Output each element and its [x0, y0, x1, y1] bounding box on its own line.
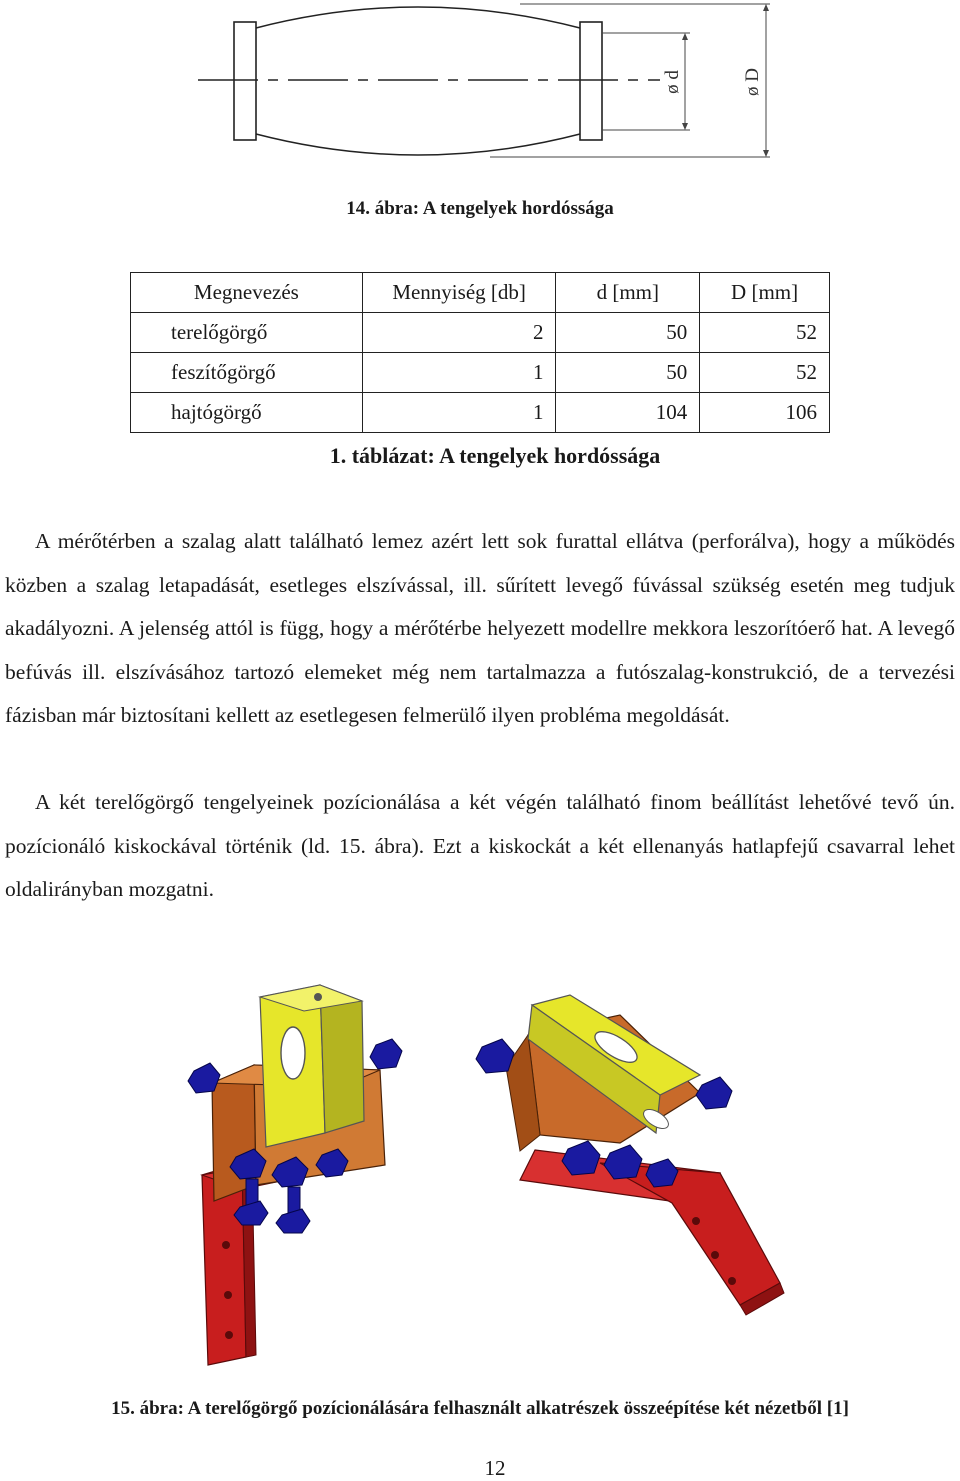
body-paragraph-1: A mérőtérben a szalag alatt található lemez azért lett sok furattal ellátva (perforálva), hogy a működés közben a szalag letapadását, esetleges elszívással, ill. sűrített levegő fúvással szükség esetén meg tudjuk akadályozni. A jelenség attól is függ, hogy a mérőtérbe helyezett modellre mekkora leszorítóerő hat. A levegő befúvás ill. elszívásához tartozó elemeket még nem tartalmazza a futószalag-konstrukció, de a tervezési fázisban már biztosítani kellett az esetlegesen felmerülő ilyen probléma megoldását.	[5, 529, 955, 727]
cell-quantity: 2	[362, 313, 556, 353]
page-number: 12	[484, 1456, 506, 1480]
header-name: Megnevezés	[131, 273, 363, 313]
cell-name: terelőgörgő	[131, 313, 363, 353]
barrel-top-curve	[256, 7, 580, 28]
header-D: D [mm]	[700, 273, 830, 313]
table-row	[131, 313, 830, 353]
dimensions-table	[130, 272, 830, 433]
figure-14-caption: 14. ábra: A tengelyek hordóssága	[346, 198, 614, 219]
right-flange	[580, 22, 602, 140]
dim-label-D: ø D	[742, 68, 763, 96]
cell-d: 50	[556, 313, 700, 353]
header-quantity: Mennyiség [db]	[362, 273, 556, 313]
header-d: d [mm]	[556, 273, 700, 313]
dim-label-d: ø d	[662, 70, 683, 94]
table-row	[131, 353, 830, 393]
cell-name: feszítőgörgő	[131, 353, 363, 393]
cell-d: 104	[556, 393, 700, 433]
figure-15-caption: 15. ábra: A terelőgörgő pozícionálására felhasznált alkatrészek összeépítése két nézetből [1]	[111, 1398, 849, 1419]
table-row	[131, 393, 830, 433]
cell-D: 52	[700, 313, 830, 353]
table-1-caption: 1. táblázat: A tengelyek hordóssága	[329, 443, 661, 468]
positioning-assembly-figure	[180, 975, 800, 1375]
barrel-bottom-curve	[256, 134, 580, 155]
cell-D: 52	[700, 353, 830, 393]
cell-name: hajtógörgő	[131, 393, 363, 433]
table-header-row	[131, 273, 830, 313]
barrel-roller-drawing	[190, 0, 790, 168]
left-flange	[234, 22, 256, 140]
body-paragraph-2: A két terelőgörgő tengelyeinek pozícionálása a két végén található finom beállítást lehetővé tevő ún. pozícionáló kiskockával történik (ld. 15. ábra). Ezt a kiskockát a két ellenanyás hatlapfejű csavarral lehet oldalirányban mozgatni.	[5, 790, 955, 901]
assembly-view-left	[188, 985, 402, 1365]
cell-quantity: 1	[362, 393, 556, 433]
cell-D: 106	[700, 393, 830, 433]
assembly-view-right	[476, 995, 784, 1315]
cell-quantity: 1	[362, 353, 556, 393]
cell-d: 50	[556, 353, 700, 393]
